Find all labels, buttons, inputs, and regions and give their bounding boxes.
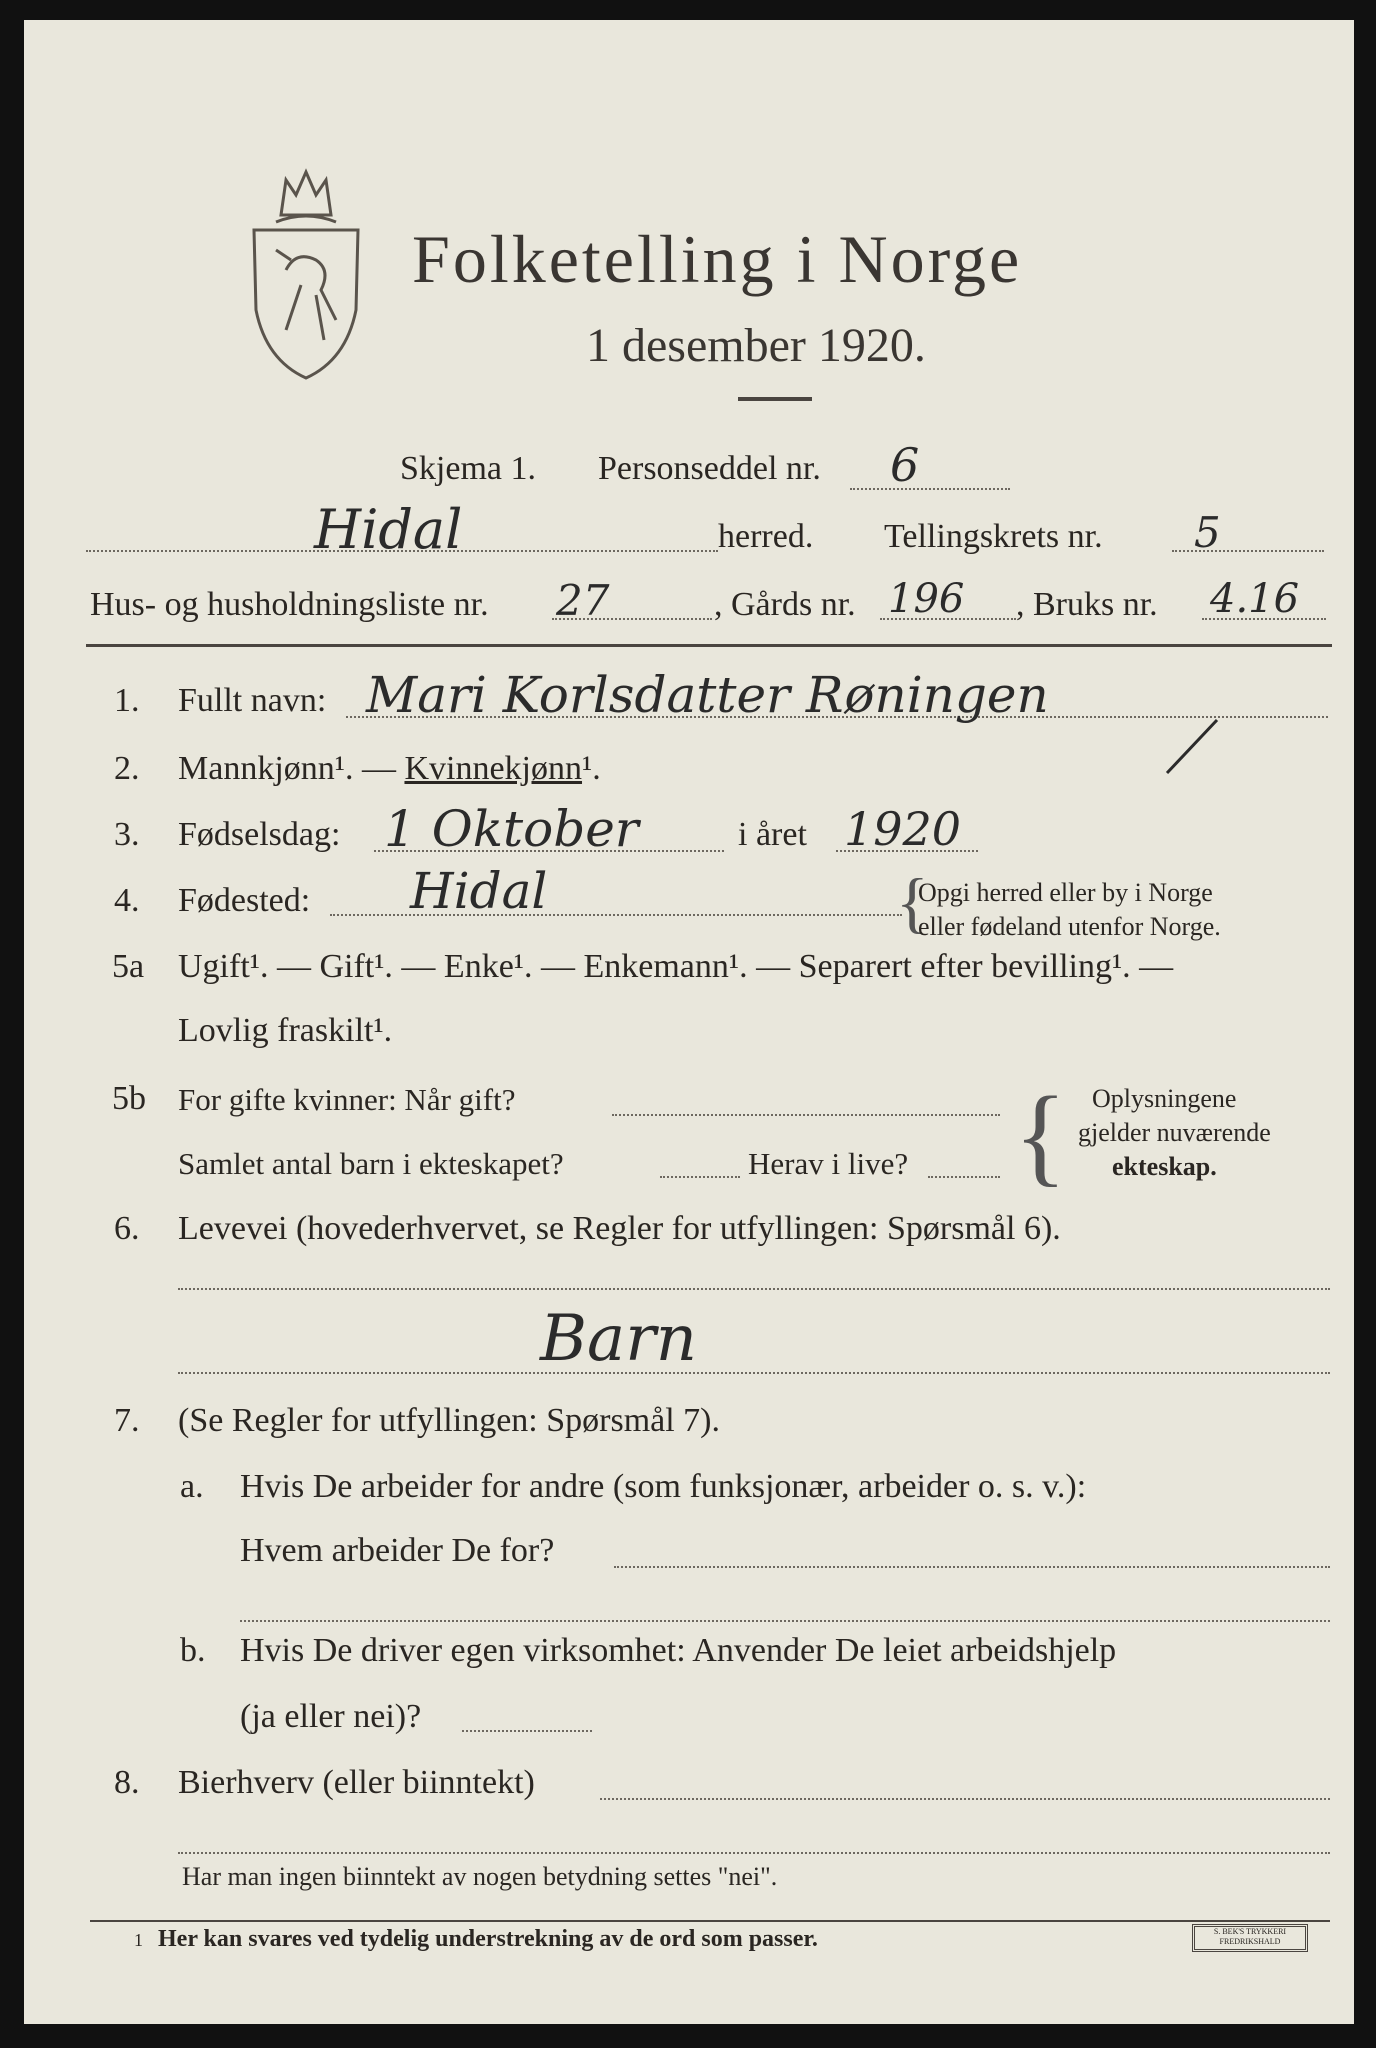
birthplace-label: Fødested: — [178, 882, 311, 919]
full-name-label: Fullt navn: — [178, 682, 327, 719]
herred-value[interactable]: Hidal — [314, 498, 463, 561]
footnote-number: 1 — [134, 1930, 143, 1950]
gender-male-option[interactable]: Mannkjønn¹. — — [178, 750, 405, 787]
norway-coat-of-arms-icon — [246, 160, 366, 390]
husholdningsliste-value[interactable]: 27 — [556, 576, 610, 625]
birthplace-note-2: eller fødeland utenfor Norge. — [918, 912, 1221, 941]
gards-value[interactable]: 196 — [888, 576, 965, 622]
bruks-value[interactable]: 4.16 — [1210, 576, 1300, 622]
form-title: Folketelling i Norge — [412, 221, 1023, 297]
full-name-value[interactable]: Mari Korlsdatter Røningen — [366, 666, 1049, 724]
herred-label: herred. — [718, 518, 814, 555]
marriage-note-1: Oplysningene — [1092, 1084, 1237, 1113]
birthdate-value[interactable]: 1 Oktober — [384, 800, 639, 858]
secondary-income-label: Bierhverv (eller biinntekt) — [178, 1764, 535, 1801]
married-when-line[interactable] — [612, 1114, 1000, 1116]
employer-line[interactable] — [614, 1566, 1330, 1568]
q8-number: 8. — [114, 1764, 140, 1801]
skjema-label: Skjema 1. — [400, 450, 536, 487]
gender-options: Mannkjønn¹. — Kvinnekjønn¹. — [178, 750, 601, 787]
form-date: 1 desember 1920. — [586, 319, 926, 372]
self-employed-question: Hvis De driver egen virksomhet: Anvender De leiet arbeidshjelp — [240, 1632, 1117, 1669]
employer-line-2[interactable] — [240, 1620, 1330, 1622]
q6-number: 6. — [114, 1210, 140, 1247]
q4-number: 4. — [114, 882, 140, 919]
occupation-line-2 — [178, 1372, 1330, 1374]
tellingskrets-label: Tellingskrets nr. — [884, 518, 1103, 555]
q7a-letter: a. — [180, 1468, 204, 1505]
personseddel-value[interactable]: 6 — [890, 438, 920, 492]
q7-number: 7. — [114, 1402, 140, 1439]
secondary-income-line[interactable] — [600, 1798, 1330, 1800]
header-separator — [86, 644, 1332, 647]
personseddel-line — [850, 488, 1010, 490]
q5b-number: 5b — [112, 1080, 146, 1117]
q3-number: 3. — [114, 816, 140, 853]
footnote-text: Her kan svares ved tydelig understrekning av de ord som passer. — [158, 1926, 818, 1952]
occupation-value[interactable]: Barn — [540, 1302, 697, 1376]
children-alive-line[interactable] — [928, 1176, 1000, 1178]
civil-status-options[interactable]: Ugift¹. — Gift¹. — Enke¹. — Enkemann¹. — Separert efter bevilling¹. — — [178, 948, 1174, 985]
birthyear-value[interactable]: 1920 — [844, 802, 962, 856]
children-count-line[interactable] — [660, 1176, 740, 1178]
hired-help-line[interactable] — [462, 1730, 592, 1732]
pen-stroke — [1162, 718, 1222, 778]
birthplace-note-1: Opgi herred eller by i Norge — [918, 878, 1213, 907]
employer-label: Hvem arbeider De for? — [240, 1532, 555, 1569]
q1-number: 1. — [114, 682, 140, 719]
footnote-separator — [90, 1920, 1330, 1922]
marriage-note-3: ekteskap. — [1112, 1152, 1217, 1181]
occupation-line-1 — [178, 1288, 1330, 1290]
employee-question: Hvis De arbeider for andre (som funksjonær, arbeider o. s. v.): — [240, 1468, 1087, 1505]
occupation-label: Levevei (hovederhvervet, se Regler for utfyllingen: Spørsmål 6). — [178, 1210, 1061, 1247]
title-divider — [738, 397, 812, 401]
marriage-note-2: gjelder nuværende — [1078, 1118, 1271, 1147]
birthplace-value[interactable]: Hidal — [410, 862, 548, 920]
employment-heading: (Se Regler for utfyllingen: Spørsmål 7). — [178, 1402, 721, 1439]
birthdate-label: Fødselsdag: — [178, 816, 341, 853]
children-count-label: Samlet antal barn i ekteskapet? — [178, 1146, 564, 1181]
gards-label: , Gårds nr. — [714, 586, 856, 623]
bruks-label: , Bruks nr. — [1016, 586, 1158, 623]
birthyear-label: i året — [738, 816, 807, 853]
gender-female-option[interactable]: Kvinnekjønn — [404, 750, 583, 787]
tellingskrets-value[interactable]: 5 — [1194, 508, 1221, 557]
q2-number: 2. — [114, 750, 140, 787]
married-when-label: For gifte kvinner: Når gift? — [178, 1082, 516, 1117]
q5a-number: 5a — [112, 948, 145, 985]
husholdningsliste-label: Hus- og husholdningsliste nr. — [90, 586, 489, 623]
secondary-income-line-2[interactable] — [178, 1852, 1330, 1854]
printer-stamp: S. BEK'S TRYKKERI FREDRIKSHALD — [1192, 1924, 1308, 1952]
q7b-letter: b. — [180, 1632, 206, 1669]
personseddel-label: Personseddel nr. — [598, 450, 821, 487]
secondary-income-note: Har man ingen biinntekt av nogen betydning settes "nei". — [182, 1862, 778, 1891]
children-alive-label: Herav i live? — [748, 1146, 909, 1181]
civil-status-divorced[interactable]: Lovlig fraskilt¹. — [178, 1012, 393, 1049]
hired-help-label: (ja eller nei)? — [240, 1698, 422, 1735]
census-form: Folketelling i Norge 1 desember 1920. Skjema 1. Personseddel nr. 6 Hidal herred. Tellingskrets nr. 5 Hus- og husholdningsliste nr. 27 , Gårds nr. 196 , Bruks nr. 4.16 1. Fullt navn: Mari Korlsdatter Røningen 2. Mannkjønn¹. — Kvinnekjønn¹. 3. Fødselsdag: 1 Oktober i året 1920 4. Fødested: Hidal { Opgi herred eller by i Norge eller fødeland utenfor Norge. 5a Ugift¹. — Gift¹. — Enke¹. — Enkemann¹. — Separert efter bevilling¹. — Lovlig fraskilt¹. 5b For gifte kvinner: Når gift? Samlet antal barn i ekteskapet? Herav i live? { Oplysningene gjelder nuværende ekteskap. 6. Levevei (hovederhvervet, se Regler for utfyllingen: Spørsmål 6). Barn 7. (Se Regler for utfyllingen: Spørsmål 7). a. Hvis De arbeider for andre (som funksjonær, arbeider o. s. v.): Hvem arbeider De for? b. Hvis De driver egen virksomhet: Anvender De leiet arbeidshjelp (ja eller nei)? 8. Bierhverv (eller biinntekt) Har man ingen biinntekt av nogen betydning settes "nei". 1 Her kan svares ved tydelig understrekning av de ord som passer. S. BEK'S TRYKKERI FREDRIKSHALD — [24, 20, 1354, 2024]
